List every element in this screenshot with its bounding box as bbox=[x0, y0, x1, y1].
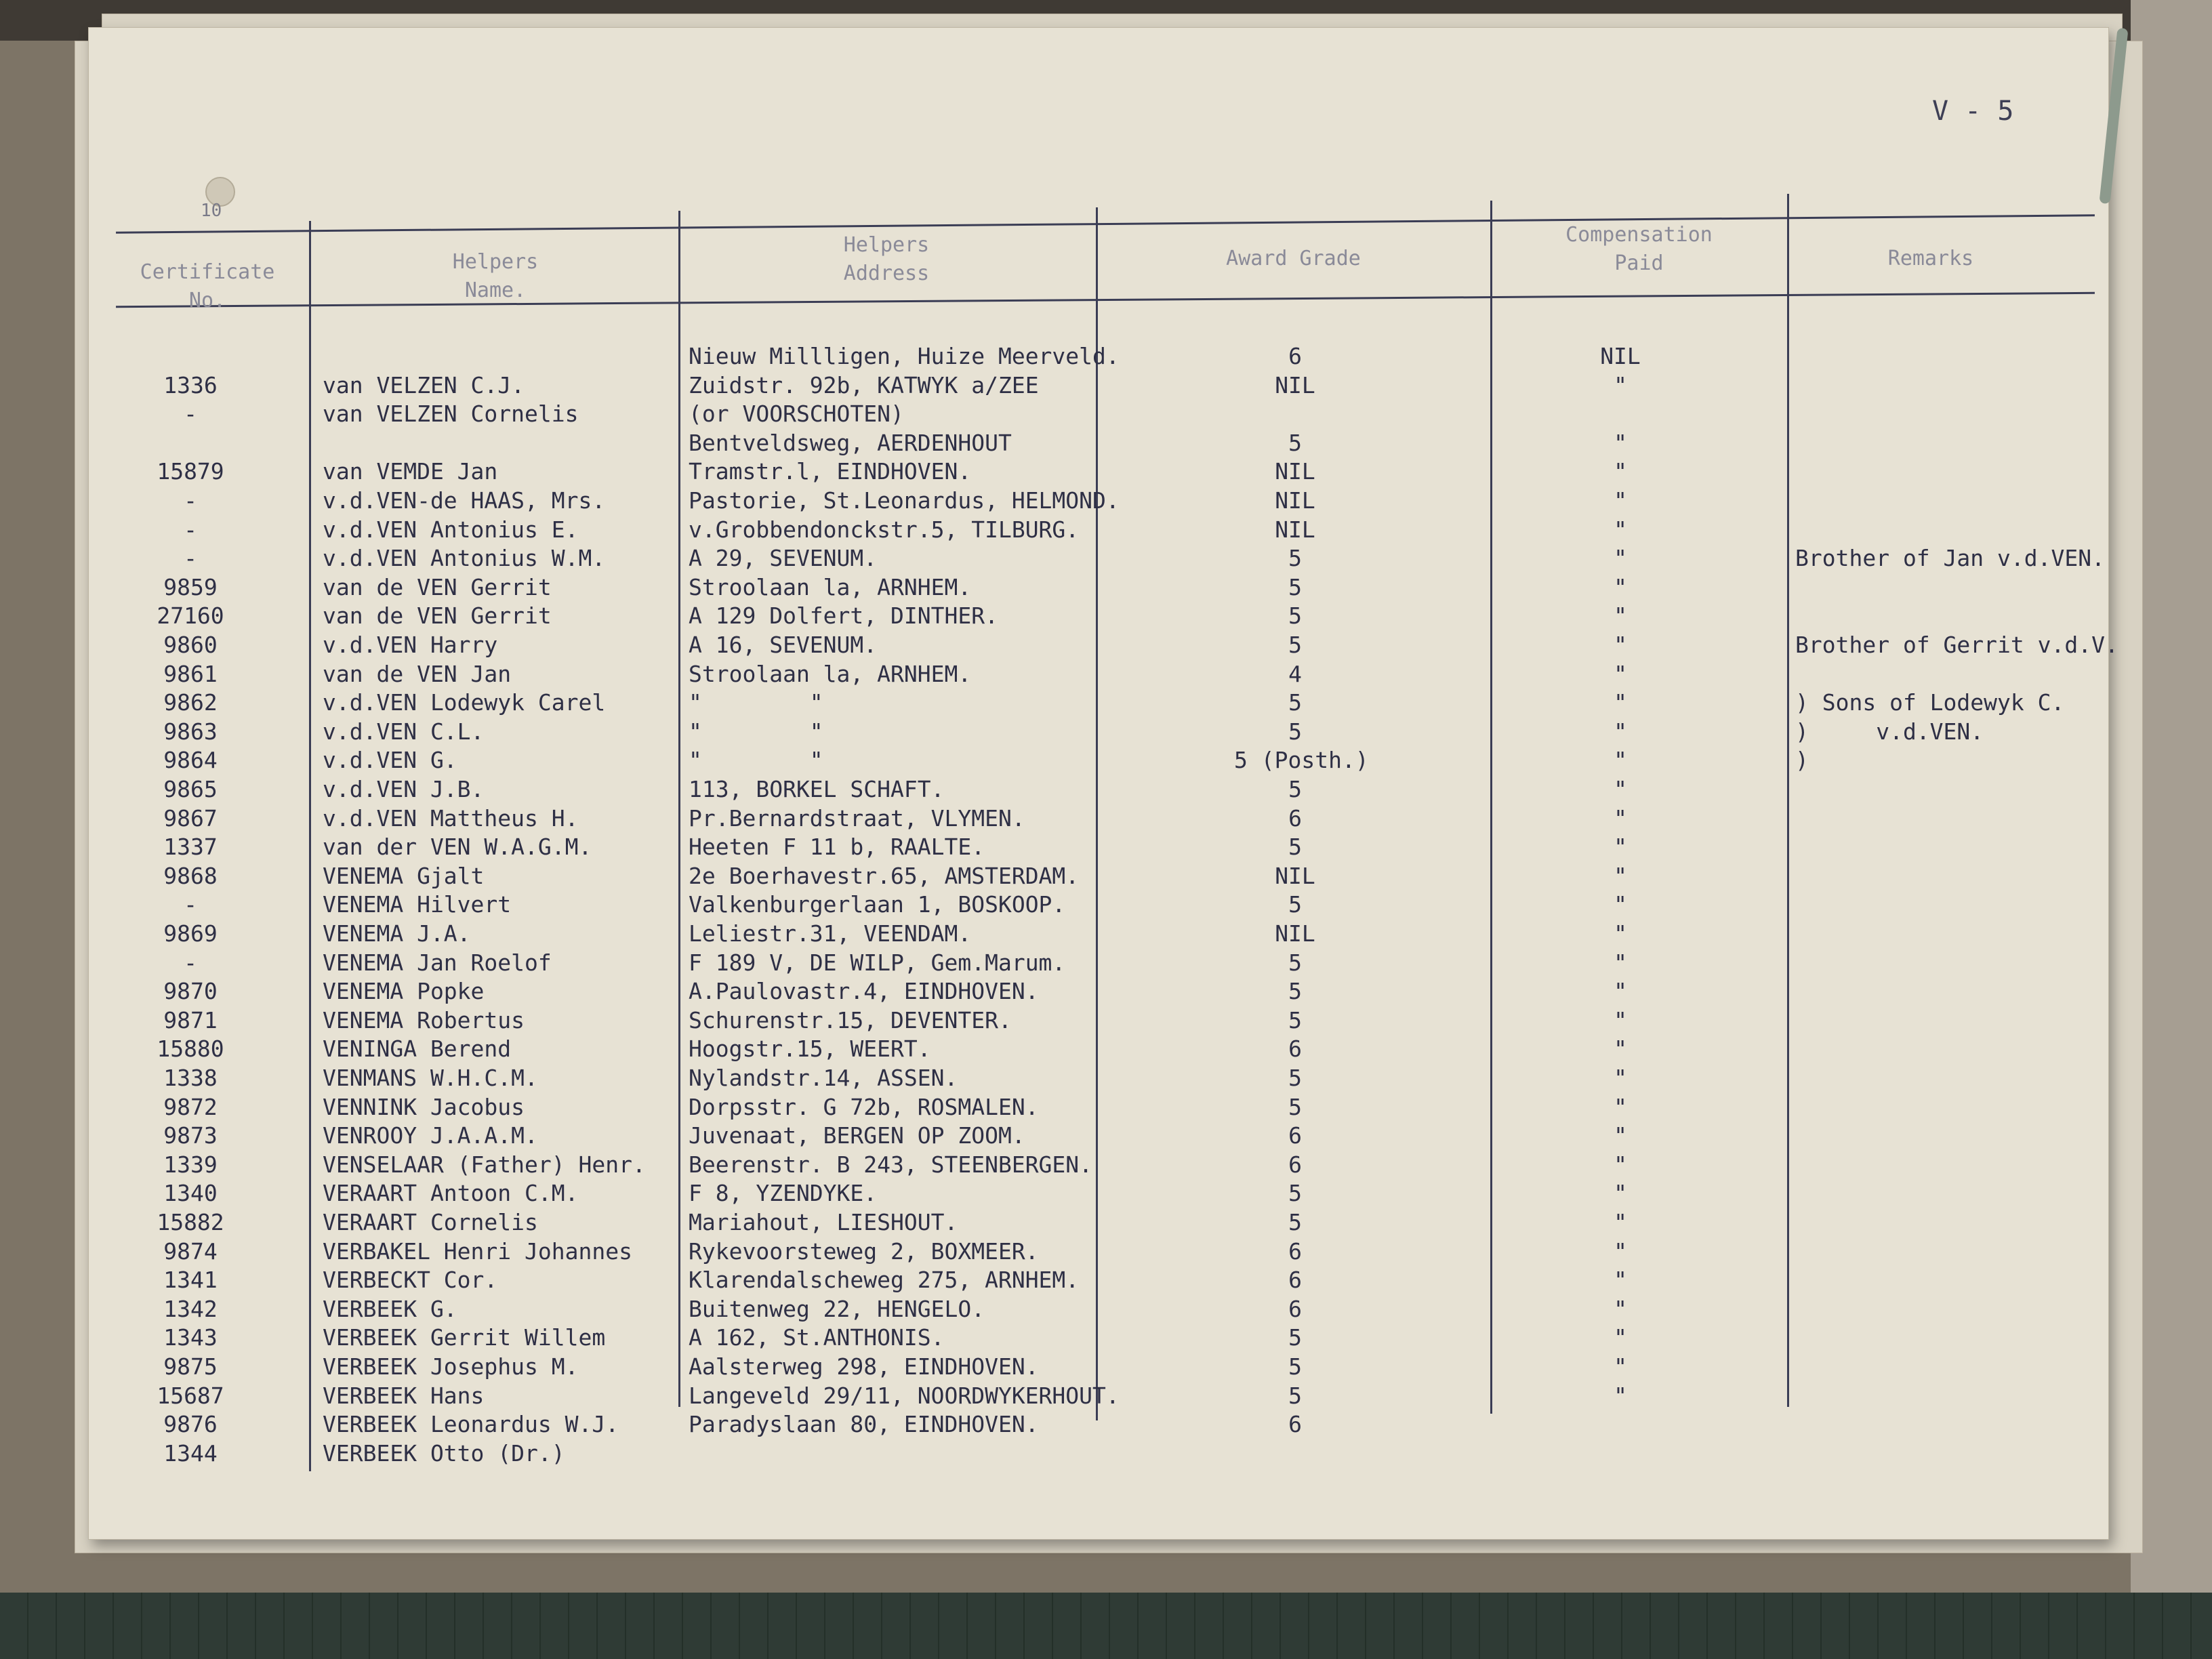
row-13-grade: 5 bbox=[1288, 689, 1302, 716]
row-28-cert: 9873 bbox=[163, 1122, 218, 1149]
row-8-comp: " bbox=[1614, 545, 1627, 572]
header-remarks: Remarks bbox=[1887, 247, 1974, 270]
row-31-cert: 15882 bbox=[157, 1209, 224, 1235]
row-9-grade: 5 bbox=[1288, 573, 1302, 600]
row-36-cert: 9875 bbox=[163, 1353, 218, 1380]
row-37-address: Langeveld 29/11, NOORDWYKERHOUT. bbox=[689, 1382, 1120, 1409]
row-10-name: van de VEN Gerrit bbox=[323, 602, 552, 630]
row-19-name: VENEMA Gjalt bbox=[323, 862, 485, 889]
row-28-name: VENROOY J.A.A.M. bbox=[323, 1122, 538, 1149]
row-35-grade: 5 bbox=[1288, 1324, 1302, 1351]
row-18-grade: 5 bbox=[1288, 834, 1302, 861]
row-23-address: A.Paulovastr.4, EINDHOVEN. bbox=[689, 978, 1039, 1005]
row-23-name: VENEMA Popke bbox=[323, 978, 485, 1005]
row-38-grade: 6 bbox=[1288, 1411, 1302, 1438]
row-26-address: Nylandstr.14, ASSEN. bbox=[689, 1065, 958, 1091]
row-24-address: Schurenstr.15, DEVENTER. bbox=[689, 1006, 1012, 1033]
row-8-grade: 5 bbox=[1288, 545, 1302, 572]
row-15-remark: ) bbox=[1795, 747, 1809, 774]
row-33-name: VERBECKT Cor. bbox=[323, 1267, 498, 1294]
row-29-name: VENSELAAR (Father) Henr. bbox=[323, 1151, 646, 1178]
row-31-comp: " bbox=[1614, 1209, 1627, 1235]
row-30-comp: " bbox=[1614, 1180, 1627, 1207]
row-14-cert: 9863 bbox=[163, 718, 218, 745]
page-id: V - 5 bbox=[1932, 96, 2014, 127]
row-17-comp: " bbox=[1614, 804, 1627, 832]
row-21-address: Leliestr.31, VEENDAM. bbox=[689, 920, 972, 947]
row-18-comp: " bbox=[1614, 834, 1627, 861]
row-18-name: van der VEN W.A.G.M. bbox=[323, 834, 592, 861]
row-29-address: Beerenstr. B 243, STEENBERGEN. bbox=[689, 1151, 1093, 1178]
row-5-comp: " bbox=[1614, 458, 1627, 485]
row-20-cert: - bbox=[184, 891, 197, 918]
col-rule-2 bbox=[678, 211, 680, 1407]
row-11-address: A 16, SEVENUM. bbox=[689, 632, 878, 658]
row-35-comp: " bbox=[1614, 1324, 1627, 1351]
row-25-name: VENINGA Berend bbox=[323, 1036, 512, 1063]
row-3-cert: - bbox=[184, 401, 197, 428]
row-32-comp: " bbox=[1614, 1237, 1627, 1265]
row-29-grade: 6 bbox=[1288, 1151, 1302, 1178]
row-30-grade: 5 bbox=[1288, 1180, 1302, 1207]
row-20-grade: 5 bbox=[1288, 891, 1302, 918]
row-18-cert: 1337 bbox=[163, 834, 218, 861]
cutting-mat bbox=[0, 1593, 2212, 1659]
row-5-name: van VEMDE Jan bbox=[323, 458, 498, 485]
row-16-cert: 9865 bbox=[163, 776, 218, 802]
row-22-comp: " bbox=[1614, 949, 1627, 976]
row-34-name: VERBEEK G. bbox=[323, 1295, 457, 1322]
row-7-address: v.Grobbendonckstr.5, TILBURG. bbox=[689, 516, 1080, 543]
row-28-grade: 6 bbox=[1288, 1122, 1302, 1149]
row-10-cert: 27160 bbox=[157, 602, 224, 630]
row-14-name: v.d.VEN C.L. bbox=[323, 718, 485, 745]
row-6-name: v.d.VEN-de HAAS, Mrs. bbox=[323, 487, 606, 514]
row-31-address: Mariahout, LIESHOUT. bbox=[689, 1209, 958, 1235]
row-1-address: Nieuw Millligen, Huize Meerveld. bbox=[689, 343, 1120, 369]
row-23-cert: 9870 bbox=[163, 978, 218, 1005]
row-12-address: Stroolaan la, ARNHEM. bbox=[689, 660, 972, 687]
row-14-comp: " bbox=[1614, 718, 1627, 745]
row-15-grade: 5 (Posth.) bbox=[1234, 747, 1369, 774]
header-compensation: Compensation Paid bbox=[1565, 223, 1713, 275]
row-18-address: Heeten F 11 b, RAALTE. bbox=[689, 834, 985, 861]
row-12-cert: 9861 bbox=[163, 660, 218, 687]
row-33-cert: 1341 bbox=[163, 1267, 218, 1294]
col-rule-3 bbox=[1096, 207, 1098, 1420]
row-4-comp: " bbox=[1614, 429, 1627, 456]
row-35-name: VERBEEK Gerrit Willem bbox=[323, 1324, 606, 1351]
row-7-grade: NIL bbox=[1275, 516, 1315, 543]
row-34-comp: " bbox=[1614, 1295, 1627, 1322]
row-37-grade: 5 bbox=[1288, 1382, 1302, 1409]
row-12-comp: " bbox=[1614, 660, 1627, 687]
row-33-comp: " bbox=[1614, 1267, 1627, 1294]
row-2-comp: " bbox=[1614, 371, 1627, 398]
row-20-comp: " bbox=[1614, 891, 1627, 918]
row-27-address: Dorpsstr. G 72b, ROSMALEN. bbox=[689, 1093, 1039, 1120]
row-14-remark: ) v.d.VEN. bbox=[1795, 718, 1984, 745]
row-27-grade: 5 bbox=[1288, 1093, 1302, 1120]
row-36-grade: 5 bbox=[1288, 1353, 1302, 1380]
row-7-comp: " bbox=[1614, 516, 1627, 543]
row-5-grade: NIL bbox=[1275, 458, 1315, 485]
row-29-cert: 1339 bbox=[163, 1151, 218, 1178]
row-24-cert: 9871 bbox=[163, 1006, 218, 1033]
row-13-address: " " bbox=[689, 689, 823, 716]
row-26-cert: 1338 bbox=[163, 1065, 218, 1091]
row-35-address: A 162, St.ANTHONIS. bbox=[689, 1324, 945, 1351]
row-16-address: 113, BORKEL SCHAFT. bbox=[689, 776, 945, 802]
row-35-cert: 1343 bbox=[163, 1324, 218, 1351]
row-16-grade: 5 bbox=[1288, 776, 1302, 802]
row-12-name: van de VEN Jan bbox=[323, 660, 512, 687]
row-34-cert: 1342 bbox=[163, 1295, 218, 1322]
row-8-remark: Brother of Jan v.d.VEN. bbox=[1795, 545, 2105, 572]
row-7-name: v.d.VEN Antonius E. bbox=[323, 516, 579, 543]
row-28-comp: " bbox=[1614, 1122, 1627, 1149]
row-3-name: van VELZEN Cornelis bbox=[323, 401, 579, 428]
row-4-grade: 5 bbox=[1288, 429, 1302, 456]
row-30-cert: 1340 bbox=[163, 1180, 218, 1207]
row-13-comp: " bbox=[1614, 689, 1627, 716]
row-32-cert: 9874 bbox=[163, 1237, 218, 1265]
row-25-comp: " bbox=[1614, 1036, 1627, 1063]
row-7-cert: - bbox=[184, 516, 197, 543]
header-name: Helpers Name. bbox=[452, 250, 539, 302]
row-37-comp: " bbox=[1614, 1382, 1627, 1409]
row-22-address: F 189 V, DE WILP, Gem.Marum. bbox=[689, 949, 1066, 976]
row-32-name: VERBAKEL Henri Johannes bbox=[323, 1237, 632, 1265]
row-26-grade: 5 bbox=[1288, 1065, 1302, 1091]
row-1-grade: 6 bbox=[1288, 343, 1302, 369]
row-9-comp: " bbox=[1614, 573, 1627, 600]
row-12-grade: 4 bbox=[1288, 660, 1302, 687]
row-31-name: VERAART Cornelis bbox=[323, 1209, 538, 1235]
row-19-comp: " bbox=[1614, 862, 1627, 889]
row-6-address: Pastorie, St.Leonardus, HELMOND. bbox=[689, 487, 1120, 514]
row-11-grade: 5 bbox=[1288, 632, 1302, 658]
col-rule-4 bbox=[1490, 201, 1492, 1414]
row-8-address: A 29, SEVENUM. bbox=[689, 545, 878, 572]
row-2-cert: 1336 bbox=[163, 371, 218, 398]
row-27-name: VENNINK Jacobus bbox=[323, 1093, 525, 1120]
row-17-cert: 9867 bbox=[163, 804, 218, 832]
row-15-address: " " bbox=[689, 747, 823, 774]
row-21-comp: " bbox=[1614, 920, 1627, 947]
row-30-address: F 8, YZENDYKE. bbox=[689, 1180, 878, 1207]
row-10-comp: " bbox=[1614, 602, 1627, 630]
header-address: Helpers Address bbox=[843, 233, 930, 285]
row-4-address: Bentveldsweg, AERDENHOUT bbox=[689, 429, 1012, 456]
row-31-grade: 5 bbox=[1288, 1209, 1302, 1235]
row-34-address: Buitenweg 22, HENGELO. bbox=[689, 1295, 985, 1322]
row-19-cert: 9868 bbox=[163, 862, 218, 889]
row-13-remark: ) Sons of Lodewyk C. bbox=[1795, 689, 2065, 716]
col-rule-5 bbox=[1787, 194, 1789, 1407]
row-25-cert: 15880 bbox=[157, 1036, 224, 1063]
row-13-name: v.d.VEN Lodewyk Carel bbox=[323, 689, 606, 716]
row-17-grade: 6 bbox=[1288, 804, 1302, 832]
row-8-name: v.d.VEN Antonius W.M. bbox=[323, 545, 606, 572]
row-6-grade: NIL bbox=[1275, 487, 1315, 514]
row-15-comp: " bbox=[1614, 747, 1627, 774]
row-25-address: Hoogstr.15, WEERT. bbox=[689, 1036, 931, 1063]
row-2-name: van VELZEN C.J. bbox=[323, 371, 525, 398]
row-32-grade: 6 bbox=[1288, 1237, 1302, 1265]
row-25-grade: 6 bbox=[1288, 1036, 1302, 1063]
row-1-comp: NIL bbox=[1600, 343, 1641, 369]
row-28-address: Juvenaat, BERGEN OP ZOOM. bbox=[689, 1122, 1025, 1149]
row-36-comp: " bbox=[1614, 1353, 1627, 1380]
row-24-comp: " bbox=[1614, 1006, 1627, 1033]
header-grade: Award Grade bbox=[1226, 247, 1361, 270]
row-22-cert: - bbox=[184, 949, 197, 976]
ledger-page bbox=[88, 27, 2118, 1540]
row-23-grade: 5 bbox=[1288, 978, 1302, 1005]
row-5-cert: 15879 bbox=[157, 458, 224, 485]
row-38-name: VERBEEK Leonardus W.J. bbox=[323, 1411, 619, 1438]
row-11-cert: 9860 bbox=[163, 632, 218, 658]
row-19-address: 2e Boerhavestr.65, AMSTERDAM. bbox=[689, 862, 1080, 889]
row-26-name: VENMANS W.H.C.M. bbox=[323, 1065, 538, 1091]
row-14-address: " " bbox=[689, 718, 823, 745]
row-38-cert: 9876 bbox=[163, 1411, 218, 1438]
board-right bbox=[2131, 0, 2212, 1659]
row-39-name: VERBEEK Otto (Dr.) bbox=[323, 1439, 565, 1467]
row-6-cert: - bbox=[184, 487, 197, 514]
row-21-grade: NIL bbox=[1275, 920, 1315, 947]
row-27-comp: " bbox=[1614, 1093, 1627, 1120]
row-32-address: Rykevoorsteweg 2, BOXMEER. bbox=[689, 1237, 1039, 1265]
row-17-address: Pr.Bernardstraat, VLYMEN. bbox=[689, 804, 1025, 832]
row-15-name: v.d.VEN G. bbox=[323, 747, 457, 774]
col-rule-1 bbox=[309, 221, 311, 1471]
row-29-comp: " bbox=[1614, 1151, 1627, 1178]
row-5-address: Tramstr.l, EINDHOVEN. bbox=[689, 458, 972, 485]
row-11-comp: " bbox=[1614, 632, 1627, 658]
row-38-address: Paradyslaan 80, EINDHOVEN. bbox=[689, 1411, 1039, 1438]
row-27-cert: 9872 bbox=[163, 1093, 218, 1120]
row-10-grade: 5 bbox=[1288, 602, 1302, 630]
row-30-name: VERAART Antoon C.M. bbox=[323, 1180, 579, 1207]
row-21-name: VENEMA J.A. bbox=[323, 920, 471, 947]
row-13-cert: 9862 bbox=[163, 689, 218, 716]
row-2-address: Zuidstr. 92b, KATWYK a/ZEE bbox=[689, 371, 1039, 398]
row-22-grade: 5 bbox=[1288, 949, 1302, 976]
row-9-name: van de VEN Gerrit bbox=[323, 573, 552, 600]
row-36-address: Aalsterweg 298, EINDHOVEN. bbox=[689, 1353, 1039, 1380]
row-37-name: VERBEEK Hans bbox=[323, 1382, 485, 1409]
row-6-comp: " bbox=[1614, 487, 1627, 514]
row-21-cert: 9869 bbox=[163, 920, 218, 947]
row-3-address: (or VOORSCHOTEN) bbox=[689, 401, 904, 428]
row-37-cert: 15687 bbox=[157, 1382, 224, 1409]
row-20-name: VENEMA Hilvert bbox=[323, 891, 512, 918]
row-34-grade: 6 bbox=[1288, 1295, 1302, 1322]
row-15-cert: 9864 bbox=[163, 747, 218, 774]
hole-mark: 10 bbox=[201, 201, 222, 221]
row-33-address: Klarendalscheweg 275, ARNHEM. bbox=[689, 1267, 1080, 1294]
row-20-address: Valkenburgerlaan 1, BOSKOOP. bbox=[689, 891, 1066, 918]
row-2-grade: NIL bbox=[1275, 371, 1315, 398]
row-10-address: A 129 Dolfert, DINTHER. bbox=[689, 602, 998, 630]
row-11-name: v.d.VEN Harry bbox=[323, 632, 498, 658]
row-23-comp: " bbox=[1614, 978, 1627, 1005]
row-24-grade: 5 bbox=[1288, 1006, 1302, 1033]
row-36-name: VERBEEK Josephus M. bbox=[323, 1353, 579, 1380]
row-9-address: Stroolaan la, ARNHEM. bbox=[689, 573, 972, 600]
row-26-comp: " bbox=[1614, 1065, 1627, 1091]
row-8-cert: - bbox=[184, 545, 197, 572]
row-9-cert: 9859 bbox=[163, 573, 218, 600]
row-19-grade: NIL bbox=[1275, 862, 1315, 889]
row-33-grade: 6 bbox=[1288, 1267, 1302, 1294]
row-16-name: v.d.VEN J.B. bbox=[323, 776, 485, 802]
row-22-name: VENEMA Jan Roelof bbox=[323, 949, 552, 976]
header-top-rule bbox=[116, 214, 2095, 233]
header-certificate: Certificate No. bbox=[140, 260, 275, 312]
row-24-name: VENEMA Robertus bbox=[323, 1006, 525, 1033]
row-17-name: v.d.VEN Mattheus H. bbox=[323, 804, 579, 832]
row-11-remark: Brother of Gerrit v.d.V. bbox=[1795, 632, 2118, 658]
row-16-comp: " bbox=[1614, 776, 1627, 802]
row-39-cert: 1344 bbox=[163, 1439, 218, 1467]
row-14-grade: 5 bbox=[1288, 718, 1302, 745]
